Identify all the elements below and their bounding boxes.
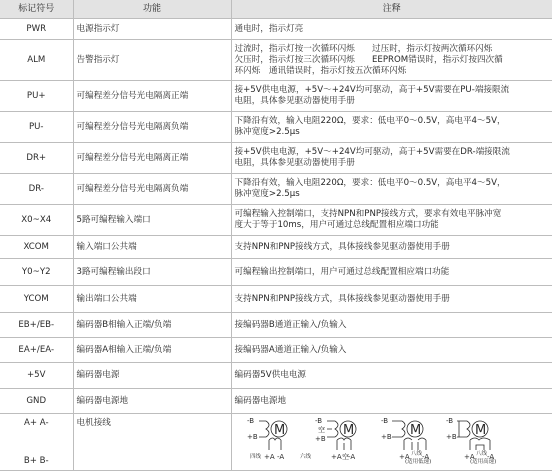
motor-symbol-b: B+ B- [23, 455, 49, 466]
motor-symbol-a: A+ A- [23, 417, 49, 428]
motor-wiring-diagram [232, 414, 552, 466]
header-symbol: 标记符号 [0, 0, 73, 19]
function-cell: 5路可编程输入端口 [73, 205, 231, 236]
svg-text:-B: -B [445, 417, 453, 425]
note-cell [231, 19, 552, 40]
note-line: 接+5V供电电源，+5V～+24V均可驱动，高于+5V需要在PU-端接限流 [234, 85, 510, 95]
caption-6wire: 六线 [299, 454, 311, 460]
note-line: 欠压时，指示灯按三次循环闪烁 EEPROM错误时，指示灯按四次循 [234, 54, 503, 65]
svg-text:-A: -A [347, 453, 355, 461]
svg-text:+A: +A [463, 453, 475, 461]
svg-text:+A: +A [398, 453, 410, 461]
note-line: 脉冲宽度>2.5μs [234, 189, 300, 199]
caption-low-speed: (适用低速) [404, 459, 431, 465]
note-cell [231, 259, 552, 286]
table-row [0, 259, 552, 286]
motor-wiring-cell [231, 414, 552, 471]
motor-symbol-cell [0, 414, 73, 471]
table-row [0, 338, 552, 363]
symbol-cell: XCOM [0, 236, 73, 259]
table-row [0, 174, 552, 205]
function-cell: 输出端口公共端 [73, 286, 231, 313]
function-cell: 可编程差分信号光电隔离正端 [73, 81, 231, 112]
symbol-cell: +5V [0, 363, 73, 389]
svg-text:+A: +A [263, 453, 275, 461]
note-line: 可编程输入控制端口，支持NPN和PNP接线方式，要求有效电平脉冲宽 [234, 209, 502, 219]
note-line: 通电时，指示灯亮 [234, 23, 304, 34]
svg-text:M: M [273, 423, 285, 438]
svg-text:空: 空 [317, 426, 325, 434]
function-cell: 电源指示灯 [73, 19, 231, 40]
caption-high-speed: (适用高速) [469, 459, 496, 465]
table-row [0, 143, 552, 174]
table-row [0, 363, 552, 389]
function-cell: 告警指示灯 [73, 40, 231, 81]
note-line: 支持NPN和PNP接线方式，具体接线参见驱动器使用手册 [234, 293, 450, 304]
symbol-cell: DR+ [0, 143, 73, 174]
symbol-cell: GND [0, 389, 73, 414]
note-line: 编码器5V供电电源 [234, 370, 307, 380]
svg-text:-A: -A [421, 453, 429, 461]
note-cell [231, 205, 552, 236]
table-row [0, 286, 552, 313]
note-line: 下降沿有效，输入电阻220Ω，要求：低电平0～0.5V，高电平4～5V， [234, 116, 506, 126]
wiring-captions [250, 449, 496, 465]
table-row [0, 19, 552, 40]
note-cell [231, 286, 552, 313]
svg-text:-B: -B [314, 417, 322, 425]
function-cell: 编码器电源 [73, 363, 231, 389]
note-cell [231, 174, 552, 205]
function-cell: 可编程差分信号光电隔离负端 [73, 112, 231, 143]
table-row-motor [0, 414, 552, 471]
function-cell: 可编程差分信号光电隔离负端 [73, 174, 231, 205]
function-cell: 可编程差分信号光电隔离正端 [73, 143, 231, 174]
table-row [0, 81, 552, 112]
motor-function-cell: 电机接线 [73, 414, 231, 471]
function-cell: 编码器A相输入正端/负端 [73, 338, 231, 363]
svg-text:-B: -B [380, 417, 388, 425]
header-function: 功能 [73, 0, 231, 19]
note-cell [231, 236, 552, 259]
note-line: 电阻，具体参见驱动器使用手册 [234, 158, 355, 168]
note-line: 电阻，具体参见驱动器使用手册 [234, 96, 355, 106]
note-line: 可编程输出控制端口，用户可通过总线配置相应端口功能 [234, 266, 450, 277]
note-cell [231, 40, 552, 81]
note-line: 接编码器A通道正输入/负输入 [234, 344, 347, 355]
svg-text:+A: +A [330, 453, 342, 461]
function-cell: 编码器电源地 [73, 389, 231, 414]
note-line: 下降沿有效，输入电阻220Ω，要求：低电平0～0.5V，高电平4～5V， [234, 178, 506, 188]
symbol-cell: PWR [0, 19, 73, 40]
svg-text:+B: +B [445, 433, 457, 441]
symbol-cell: Y0~Y2 [0, 259, 73, 286]
note-line: 脉冲宽度>2.5μs [234, 127, 300, 137]
function-cell: 3路可编程输出段口 [73, 259, 231, 286]
table-header-row [0, 0, 552, 19]
symbol-cell: PU- [0, 112, 73, 143]
svg-text:M: M [342, 423, 354, 438]
svg-text:+B: +B [246, 433, 258, 441]
svg-text:+B: +B [380, 433, 392, 441]
svg-text:M: M [474, 423, 486, 438]
note-cell [231, 389, 552, 414]
table-row [0, 313, 552, 338]
note-line: 接编码器B通道正输入/负输入 [234, 319, 347, 330]
symbol-cell: DR- [0, 174, 73, 205]
symbol-cell: YCOM [0, 286, 73, 313]
note-cell [231, 313, 552, 338]
note-cell [231, 112, 552, 143]
svg-text:+B: +B [314, 435, 326, 443]
symbol-cell: PU+ [0, 81, 73, 112]
note-cell [231, 363, 552, 389]
header-note: 注释 [231, 0, 552, 19]
note-line: 过流时，指示灯按一次循环闪烁 过压时，指示灯按两次循环闪烁 [234, 43, 493, 54]
note-cell [231, 81, 552, 112]
note-cell [231, 338, 552, 363]
svg-text:-B: -B [246, 417, 254, 425]
table-row [0, 205, 552, 236]
caption-4wire: 四线 [249, 454, 261, 460]
note-cell [231, 143, 552, 174]
svg-text:M: M [409, 423, 421, 438]
note-line: 支持NPN和PNP接线方式，具体接线参见驱动器使用手册 [234, 241, 450, 252]
note-line: 编码器电源地 [234, 395, 287, 406]
caption-8wire-low: 八线 [410, 451, 422, 457]
svg-text:空: 空 [341, 453, 349, 461]
table-row [0, 112, 552, 143]
table-row [0, 236, 552, 259]
caption-8wire-high: 八线 [475, 451, 487, 457]
symbol-cell: EA+/EA- [0, 338, 73, 363]
table-row [0, 389, 552, 414]
function-cell: 输入端口公共端 [73, 236, 231, 259]
symbol-cell: X0~X4 [0, 205, 73, 236]
note-line: 环闪烁 通讯错误时，指示灯按五次循环闪烁 [234, 65, 407, 76]
symbol-cell: EB+/EB- [0, 313, 73, 338]
table-row [0, 40, 552, 81]
note-line: 接+5V供电电源，+5V～+24V均可驱动，高于+5V需要在DR-端接限流 [234, 147, 510, 157]
function-cell: 编码器B相输入正端/负端 [73, 313, 231, 338]
svg-text:-A: -A [276, 453, 284, 461]
svg-text:-A: -A [486, 453, 494, 461]
note-line: 度大于等于10ms，用户可通过总线配置相应端口功能 [234, 220, 439, 230]
symbol-cell: ALM [0, 40, 73, 81]
